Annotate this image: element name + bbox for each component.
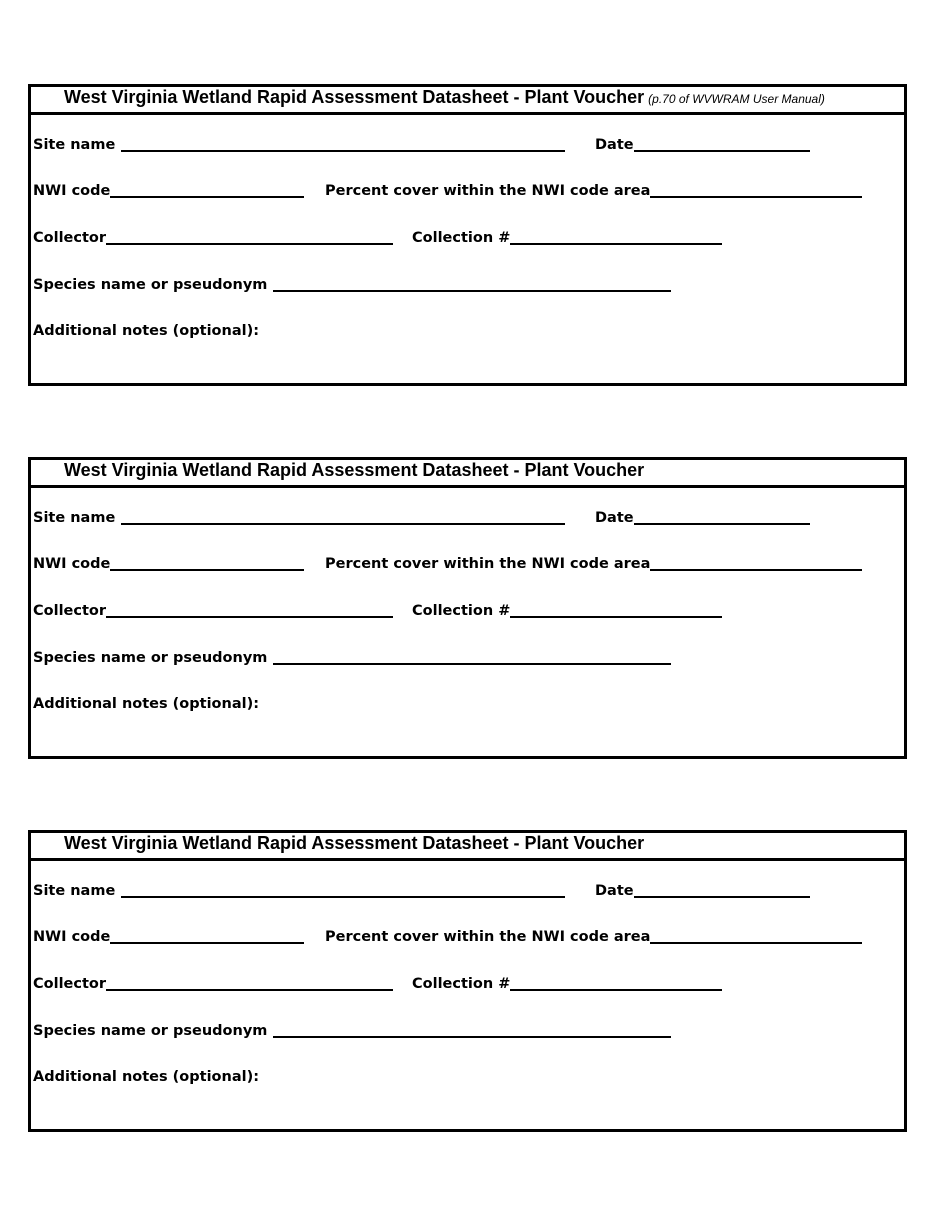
collection-number-field[interactable] (412, 602, 722, 620)
collection-number-label: Collection # (412, 603, 511, 619)
collector-field[interactable] (33, 975, 393, 993)
nwi-code-line[interactable] (110, 569, 304, 571)
percent-cover-field[interactable] (325, 555, 862, 573)
collector-label: Collector (33, 603, 107, 619)
species-field[interactable] (33, 649, 671, 667)
manual-reference-note: (p.70 of WVWRAM User Manual) (648, 92, 825, 106)
collection-number-line[interactable] (510, 989, 722, 991)
notes-field[interactable] (33, 695, 259, 713)
plant-voucher-form-3 (28, 830, 907, 1132)
form-title (64, 87, 825, 109)
percent-cover-field[interactable] (325, 182, 862, 200)
notes-label: Additional notes (optional): (33, 323, 260, 339)
nwi-code-label: NWI code (33, 929, 111, 945)
nwi-code-field[interactable] (33, 182, 304, 200)
collector-field[interactable] (33, 602, 393, 620)
species-label: Species name or pseudonym (33, 277, 268, 293)
collector-line[interactable] (106, 989, 393, 991)
form-header (31, 833, 904, 861)
form-title-text: West Virginia Wetland Rapid Assessment Datasheet - Plant Voucher (64, 460, 645, 480)
date-label: Date (595, 883, 634, 899)
collector-line[interactable] (106, 243, 393, 245)
form-header (31, 460, 904, 488)
collector-label: Collector (33, 976, 107, 992)
collection-number-line[interactable] (510, 243, 722, 245)
notes-field[interactable] (33, 322, 259, 340)
species-label: Species name or pseudonym (33, 650, 268, 666)
notes-field[interactable] (33, 1068, 259, 1086)
plant-voucher-form-2 (28, 457, 907, 759)
collector-label: Collector (33, 230, 107, 246)
collector-field[interactable] (33, 229, 393, 247)
form-title (64, 833, 644, 853)
plant-voucher-form-1 (28, 84, 907, 386)
date-field[interactable] (595, 882, 810, 900)
nwi-code-label: NWI code (33, 556, 111, 572)
collection-number-label: Collection # (412, 230, 511, 246)
collector-line[interactable] (106, 616, 393, 618)
date-field[interactable] (595, 509, 810, 527)
percent-cover-label: Percent cover within the NWI code area (325, 929, 651, 945)
nwi-code-field[interactable] (33, 928, 304, 946)
percent-cover-line[interactable] (650, 942, 862, 944)
date-line[interactable] (634, 150, 810, 152)
form-header (31, 87, 904, 115)
date-label: Date (595, 137, 634, 153)
site-name-label: Site name (33, 510, 116, 526)
collection-number-label: Collection # (412, 976, 511, 992)
site-name-line[interactable] (121, 896, 565, 898)
species-label: Species name or pseudonym (33, 1023, 268, 1039)
species-field[interactable] (33, 1022, 671, 1040)
species-line[interactable] (273, 1036, 671, 1038)
site-name-field[interactable] (33, 882, 565, 900)
collection-number-field[interactable] (412, 229, 722, 247)
site-name-line[interactable] (121, 150, 565, 152)
nwi-code-label: NWI code (33, 183, 111, 199)
nwi-code-line[interactable] (110, 942, 304, 944)
nwi-code-line[interactable] (110, 196, 304, 198)
site-name-line[interactable] (121, 523, 565, 525)
percent-cover-field[interactable] (325, 928, 862, 946)
percent-cover-label: Percent cover within the NWI code area (325, 556, 651, 572)
species-field[interactable] (33, 276, 671, 294)
date-line[interactable] (634, 523, 810, 525)
form-title (64, 460, 644, 480)
form-title-text: West Virginia Wetland Rapid Assessment Datasheet - Plant Voucher (64, 833, 645, 853)
nwi-code-field[interactable] (33, 555, 304, 573)
percent-cover-line[interactable] (650, 569, 862, 571)
site-name-field[interactable] (33, 136, 565, 154)
collection-number-line[interactable] (510, 616, 722, 618)
site-name-label: Site name (33, 883, 116, 899)
date-line[interactable] (634, 896, 810, 898)
percent-cover-label: Percent cover within the NWI code area (325, 183, 651, 199)
species-line[interactable] (273, 663, 671, 665)
form-title-text: West Virginia Wetland Rapid Assessment Datasheet - Plant Voucher (64, 87, 645, 107)
notes-label: Additional notes (optional): (33, 1069, 260, 1085)
percent-cover-line[interactable] (650, 196, 862, 198)
date-label: Date (595, 510, 634, 526)
species-line[interactable] (273, 290, 671, 292)
date-field[interactable] (595, 136, 810, 154)
notes-label: Additional notes (optional): (33, 696, 260, 712)
site-name-label: Site name (33, 137, 116, 153)
site-name-field[interactable] (33, 509, 565, 527)
collection-number-field[interactable] (412, 975, 722, 993)
